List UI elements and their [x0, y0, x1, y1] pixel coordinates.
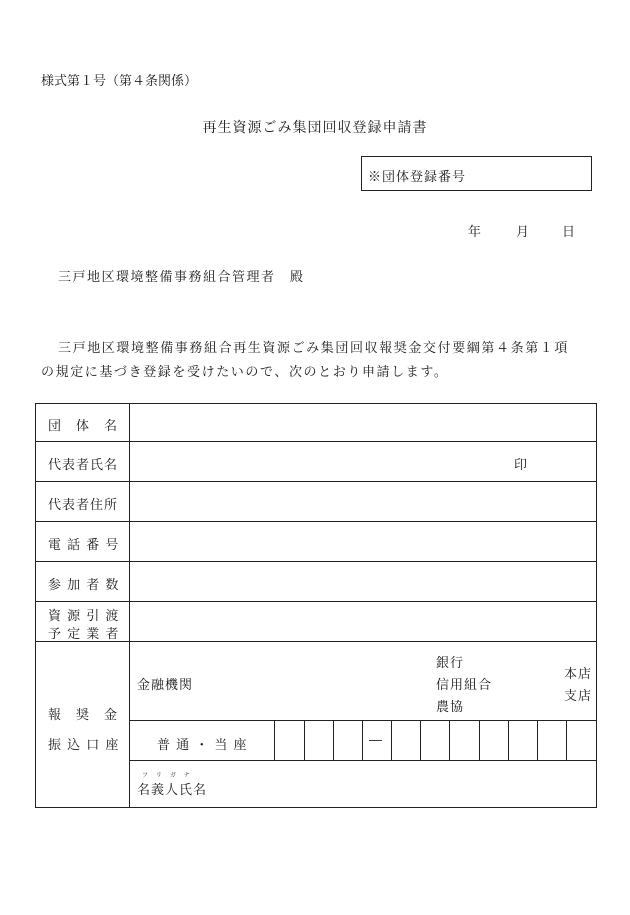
form-number: 様式第１号（第４条関係）	[41, 74, 198, 89]
institution-label: 金融機関	[137, 678, 194, 693]
recycler-label-line1: 資 源 引 渡	[48, 609, 120, 624]
rep-name-label: 代表者氏名	[48, 458, 119, 473]
bank-option: 銀行	[436, 656, 465, 671]
document-title: 再生資源ごみ集団回収登録申請書	[202, 120, 428, 136]
registration-number-label: ※団体登録番号	[368, 170, 467, 185]
account-holder-label: 名義人氏名	[137, 783, 208, 798]
date-day: 日	[562, 225, 576, 240]
org-name-label: 団 体 名	[48, 419, 119, 434]
furigana-label: フ リ ガ ナ	[142, 772, 193, 779]
seal-mark: 印	[514, 458, 529, 473]
date-year: 年	[468, 225, 482, 240]
participants-label: 参 加 者 数	[48, 578, 120, 593]
agri-coop-option: 農協	[436, 700, 465, 715]
registration-number-box[interactable]	[361, 156, 592, 191]
bank-account-label-line2: 振 込 口 座	[48, 738, 120, 753]
branch-option: 支店	[564, 689, 593, 704]
recycler-label-line2: 予 定 業 者	[48, 627, 120, 642]
body-text-line-1: 三戸地区環境整備事務組合再生資源ごみ集団回収報奨金交付要綱第４条第１項	[58, 341, 570, 356]
account-type-label: 普 通 ・ 当 座	[157, 738, 248, 753]
application-table	[35, 403, 597, 808]
addressee: 三戸地区環境整備事務組合管理者 殿	[58, 270, 305, 285]
bank-account-label-line1: 報 奨 金	[48, 708, 119, 723]
head-office-option: 本店	[564, 667, 593, 682]
credit-union-option: 信用組合	[436, 678, 493, 693]
body-text-line-2: の規定に基づき登録を受けたいので、次のとおり申請します。	[41, 365, 449, 380]
account-dash: ―	[369, 733, 383, 748]
rep-address-label: 代表者住所	[48, 498, 119, 513]
phone-label: 電 話 番 号	[48, 538, 120, 553]
date-month: 月	[516, 225, 530, 240]
